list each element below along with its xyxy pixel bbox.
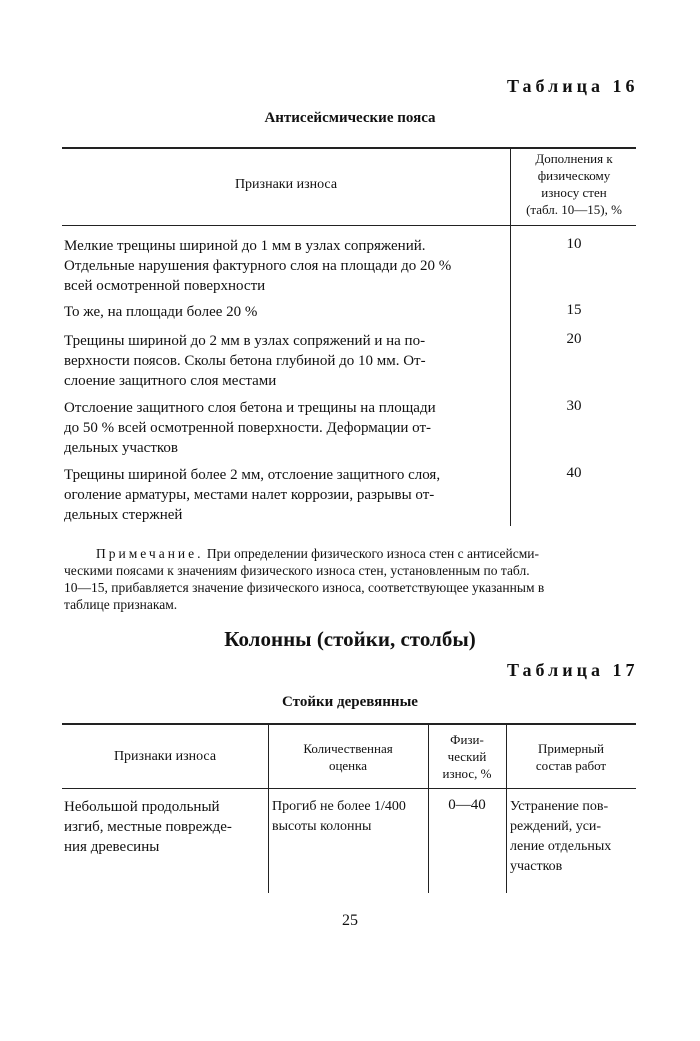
table-17-header-wear: Физи- ческий износ, % <box>442 732 492 781</box>
table-16-row-value: 10 <box>566 236 582 252</box>
table-16-row-signs: То же, на площади более 20 % <box>64 304 258 320</box>
table-17-header-signs: Признаки износа <box>113 749 217 764</box>
table-17-title: Стойки деревянные <box>282 694 418 710</box>
table-16-header-addition: Дополнения к физическому износу стен (табл. 10—15), % <box>526 151 622 217</box>
page-number: 25 <box>342 912 358 929</box>
table-17-header-works: Примерный состав работ <box>535 741 607 773</box>
table-17-label: Таблица 17 <box>507 660 639 680</box>
table-17-row-signs: Небольшой продольный изгиб, местные поврежде- ния древесины <box>64 799 232 855</box>
note-lead: Примечание. <box>96 546 204 561</box>
table-16-row-signs: Трещины шириной до 2 мм в узлах сопряжений и на по- верхности поясов. Сколы бетона глубиной до 10 мм. От- слоение защитного слоя местами <box>64 333 426 389</box>
table-16-row-signs: Мелкие трещины шириной до 1 мм в узлах сопряжений. Отдельные нарушения фактурного слоя на площади до 20 % всей осмотренной поверхности <box>64 238 452 294</box>
table-16-row-signs: Трещины шириной более 2 мм, отслоение защитного слоя, оголение арматуры, местами налет коррозии, разрывы от- дельных стержней <box>64 467 441 523</box>
table-16-header-rule <box>62 225 636 226</box>
table-16-row-value: 15 <box>566 302 582 318</box>
table-16-row-value: 40 <box>566 465 582 481</box>
table-16-note: Примечание. При определении физического износа стен с антисейсми- ческими поясами к значениям физического износа стен, установленным по табл. 10—15, прибавляется значение физического износа, соответствующее указанным в таблице признакам. <box>64 546 545 612</box>
table-16-row-value: 20 <box>566 331 582 347</box>
section-title: Колонны (стойки, столбы) <box>224 627 476 651</box>
table-17-row-works: Устранение пов- реждений, уси- ление отдельных участков <box>510 799 612 874</box>
table-17-row-wear: 0—40 <box>448 797 486 813</box>
table-16-row-signs: Отслоение защитного слоя бетона и трещины на площади до 50 % всей осмотренной поверхности. Деформации от- дельных участков <box>64 400 436 456</box>
table-17-header-rule <box>62 788 636 789</box>
table-16-column-divider <box>510 147 511 526</box>
table-16-header-signs: Признаки износа <box>234 177 338 192</box>
table-16-label: Таблица 16 <box>507 76 639 96</box>
table-16-top-rule <box>62 147 636 149</box>
table-17-top-rule <box>62 723 636 725</box>
table-17-row-assessment: Прогиб не более 1/400 высоты колонны <box>272 799 406 834</box>
table-17-header-assessment: Количественная оценка <box>303 741 393 773</box>
table-16-row-value: 30 <box>566 398 582 414</box>
table-16-title: Антисейсмические пояса <box>264 110 436 126</box>
